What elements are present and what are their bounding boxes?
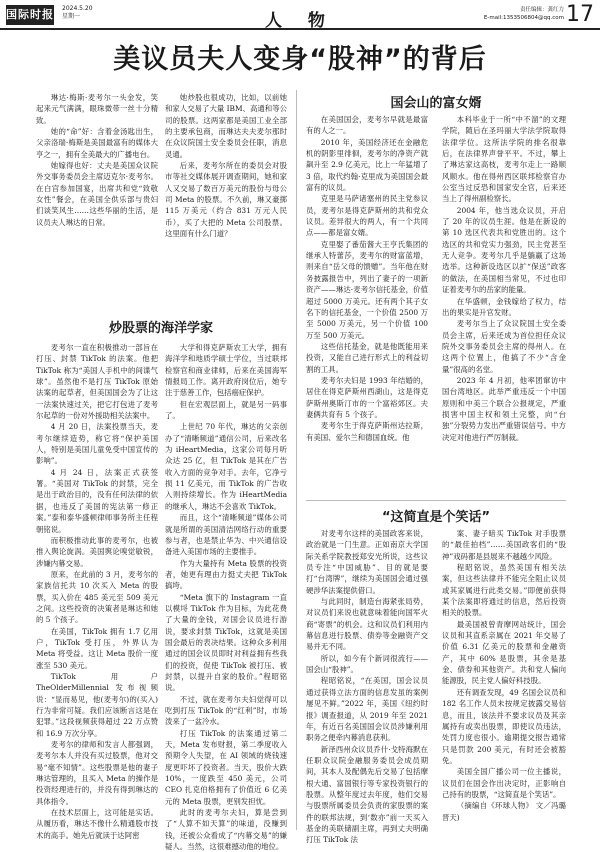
issue-date (62, 5, 93, 21)
column-3-bottom (306, 528, 428, 845)
paragraph: 4 月 24 日，法案正式获签署。“美国对 TikTok 的封禁，完全是出于政治目的，没有任何法律的依据，也违反了美国的宪法第一修正案。”泰和泰华盛顿律师事务所主任程朝铭说。 (36, 467, 158, 534)
column-2-body (165, 342, 287, 852)
paragraph: 4 月 20 日，法案投票当天，麦考尔继续造势，称它将“保护美国人，特别是美国儿童免受中国宣传的影响”。 (36, 422, 158, 466)
paragraph: 2023 年 4 月初，他率团窜访中国台湾地区。此举严重违反一个中国原则和中美三个联合公报规定，严重损害中国主权和领土完整，向“台独”分裂势力发出严重错误信号。中方决定对他进行严厉制裁。 (442, 375, 566, 442)
paragraph: 上世纪 70 年代，琳达的父亲创办了“清晰频道”通信公司，后来改名为 iHeartMedia，这家公司每月听众达 25 亿，但 TikTok 是其在广告收入方面的竞争对手。去年，它净亏损 11 亿美元，而 TikTok 的广告收入则持续增长。作为 iHeartMedia 的继承人，琳达不会喜欢 TikTok。 (165, 422, 287, 511)
paragraph: 琳达·梅斯·麦考尔一头金发，笑起来元气满满，眼珠微带一丝十分精致。 (36, 93, 158, 125)
section-divider (306, 500, 566, 501)
paragraph: 程昭铭说，“在美国，国会议员通过获得立法方面的信息发虽的案例屡见不鲜。”2022 年，美国《纽约时报》调查报道，从 2019 年至 2021 年，有近百名美国国会议员涉嫌利用职务之便牵内幕消息获利。 (306, 676, 428, 743)
email-text: E-mail:1353506804@qq.com (483, 15, 564, 21)
paragraph: 她嫁得也好：丈夫是美国众议院外交事务委员会主席迈克尔·麦考尔。在白宫参加国宴，出席共和党“致敬女性”餐会，在美国全供乐部与贵妇们谈笑风生……这些华丽的生活，是议员夫人琳达的日常。 (36, 161, 158, 227)
article-credit: （摘编自《环球人物》 文／冯璐 晋天) (442, 801, 566, 822)
paragraph: 在技术层面上，这可能是实话。从履历看，琳达不像什么精通股市技术的高手。她先后就读于达阿密 (36, 808, 158, 840)
subhead-joke-quote: “这简直是个笑话” (381, 510, 491, 525)
paragraph: 但在宏观层面上，就是另一码事了。 (165, 399, 287, 421)
paragraph: 对麦考尔这样的美国政客来说，政治就是一门生意。正如南京大学国际关系学院教授郑安光所说，这些议员专注“中国威胁”、目的就是要打“台湾牌”，继续为美国国会通过强硬涉华法案提供借口。 (306, 529, 428, 595)
paragraph: 美国全国广播公司一位主播说，议员们在国会作出决定时，正影响自己持有的股票，“这简直是个笑话”。 (442, 767, 566, 799)
paragraph: 2010 年，美国经济还在金融危机的阴影里徘徊，麦考尔的净资产就飙升至 2.9 亿美元，比上一年猛增了 3 倍，取代约翰·克里成为美国国会最富有的议员。 (306, 137, 428, 193)
paragraph: 还有调查发现，49 名国会议员和 182 名工作人员未按规定披露交易信息，而且，该法并不要求议员及其亲属持有或卖出股票，即使议员违法，处罚力度也很小。逾期提交报告通常只是罚款 200 美元，有时还会被豁免。 (442, 687, 566, 765)
article-title: 美议员夫人变身“股神”的背后 (113, 44, 487, 75)
paragraph: 案、妻子暗买 TikTok 对手股票的“最佳拍档”……美国政客们的“股神”戏码都是县展来不越越少风险。 (442, 529, 566, 561)
subhead-stock-oceanographer: 炒股票的海洋学家 (108, 321, 213, 336)
paragraph: 麦考尔生于得克萨斯州达拉斯，有美国、爱尔兰和德国血统。他 (306, 421, 428, 442)
date-text: 2024.5.20 (62, 5, 93, 12)
paragraph: 新泽西州众议员乔什·戈特海默在任职众议院金融服务委员会成员期间，其本人及配偶先后交易了包括摩根大通、富国银行等专家投资银行的股票。从整年度过去年度，他们交易与股票所属委员会负责的家股票的案件的联邦法规，到‘数亦”前一天买入基金的美联储副主席，再到丈夫明确打压 TikTok 法 (306, 744, 428, 845)
paragraph: 而积极推动此事的麦考尔，也被推入舆论旋涡。美国舆论嗅觉敏锐，涉嫌内幕交易。 (36, 535, 158, 568)
paragraph: 后来，麦考尔所在的委员会对股市等社交媒体展开调查期间，她和家人又交易了数百万美元的股份与母公司 Meta 的股票。不久前，琳又豪掷 115 万美元（约合 831 万元人民币），买了大把的 Meta 公司股票。这里面有什么门道？ (165, 161, 287, 239)
paragraph: 大学和得克萨斯农工大学，拥有海洋学和地质学硕士学位，当过联邦检察官和商业律师，后来在美国海军情报局工作。离开政府岗位后，她专注于慈善工作，包括癌症保护。 (165, 343, 287, 398)
paragraph: 她炒股也很成功，比如，以前她和家人交易了大量 IBM、高通和等公司的股票。这两家都是美国工业全部的主要承包商，而琳达夫夫麦尔那时在众议院国土安全委员会任职，消息灵通。 (165, 93, 287, 159)
paragraph: 她的“命”好：含着金汤匙出生，父亲洛瑞·梅斯是美国最富有的媒体大亨之一，拥有全美最大的广播电台。 (36, 127, 158, 159)
paragraph: 而且，这个“清晰频道”媒体公司就是所谓的美国清洁网络行动的重要参与者，也是禁止华为、中兴通信设备进入美国市场的主要推手。 (165, 513, 287, 557)
paragraph: 麦考尔一直在积极推动一部旨在打压、封禁 TikTok 的法案。他把 TikTok 称为“美国人手机中的间谍气球”。虽然他不是打压 TikTok 原始法案的起草者，但美国国会为了让这一法案快速过关，把它打包进了麦考尔起草的一份对外援助相关法案中。 (36, 343, 158, 421)
paragraph: 这些信托基金，就是他既能用来投资，又能自己进行形式上的利益切割的工具。 (306, 341, 428, 374)
paragraph: 本科毕业于一所“中不溜”的文理学院，随后在圣玛丽大学法学院取得法律学位。这所法学院的排名很靠后，在法律界声誉平平。不过，攀上了琳达家这高枝，麦考尔走上一路顺风顺水。他在得州西区联邦检察官办公室当过反恐和国家安全官，后来还当上了得州副检察长。 (442, 115, 566, 204)
newspaper-logo: 国际时报 (6, 5, 54, 25)
column-2-intro (165, 92, 287, 314)
paragraph: TikTok 用户 TheOlderMillennial 发布视频说：“显而易见，他(麦考尔)的(买入)行为非常可疑。我们应该断言这是在犯罪。”这段视频获得超过 22 万点赞和 16.9 万次分享。 (36, 671, 158, 738)
paragraph: 克里娶了番茄酱大王亨氏集团的继承人特蕾莎，麦考尔的财富蓝增，则来自“岳父母的馈赠”。当年他在财务披露报告中，列出了妻子的一项新资产——琳达·麦考尔信托基金，价值超过 5000 万美元。还有两个其子女名下的信托基金，一个价值 2500 万至 5000 万美元，另一个价值 100 万至 500 万美元。 (306, 239, 428, 340)
paragraph: 此时的麦考尔夫妇，算是尝到了“人算不如天算”的味道，没赚到钱，还被公众看成了“内幕交易”的嫌疑人。当然，这很难撼动他的地位。 (165, 808, 287, 852)
paragraph: 打压 TikTok 的法案通过第二天，Meta 发布财报，第二季度收入预期令人失望，在 AI 领域的烧钱速度更吓坏了投资者。当天，股价大跌 10%，一度跌至 450 美元，公司 CEO 扎克伯格拥有了价值近 6 亿美元的 Meta 股票，更别发担忧。 (165, 728, 287, 806)
column-divider (296, 90, 297, 830)
column-4-bottom (442, 528, 566, 830)
paragraph: 原来，在此前的 3 月，麦考尔的家族信托共 10 次买入 Meta 的股票，买入价在 485 美元至 509 美元之间。这些投资的决策者是琳达和她的 5 个孩子。 (36, 569, 158, 625)
paragraph: 麦考尔的律师和发言人都强调，麦考尔本人并没有买过股票，他对交易“毫不知情”。这些股票是他的妻子琳达管理的，且买入 Meta 的操作是投资经理进行的，并没有得到琳达的具体指令。 (36, 740, 158, 806)
paragraph: 2004 年，他当选众议员，开启了 20 年的议员生涯。他是在新设的第 10 选区代表共和党胜出的。这个选区的共和党实力强劲，民主党甚至无人竞争。麦考尔几乎是躺赢了这场选举。这种新设选区以扩“保送”政客的做法，在美国相当常见，不过也印证着麦考尔的岳家的能量。 (442, 205, 566, 295)
weekday-text: 星期一 (62, 13, 81, 20)
paragraph: 麦考尔夫妇是 1993 年结婚的，居住在得克萨斯州西湖山，这是得克萨斯州奥斯汀市的一个富裕郊区。夫妻俩共育有 5 个孩子。 (306, 375, 428, 419)
editor-text: 责任编辑：龚红力 (519, 7, 564, 13)
column-4-top (442, 114, 566, 498)
page-number: 17 (566, 2, 594, 27)
paragraph: 作为大量持有 Meta 股票的投资者，她更有理由力挺丈夫把 TikTok 搞垮。 (165, 558, 287, 591)
paragraph: 所以，如今有个新词很流行——国会山“股神”。 (306, 653, 428, 675)
paragraph: 不过，就在麦考尔夫妇觉得可以吃到打压 TikTok 的“红利”时，市场泼来了一盆冷水。 (165, 694, 287, 727)
paragraph: “Meta 旗下的 Instagram 一直以模埒 TikTok 作为目标，为此花费了大量的金钱，对国会议员进行游说，要求封禁 TikTok，这就是美国国会最后的表决结果。这种众多利用通过的国会议员即时对利益拥有些我们的投资，促使 TikTok 被打压、被封禁，以提升自家的股价。”程昭铭说。 (165, 592, 287, 693)
paragraph: 克里是马萨诸塞州的民主党参议员，麦考尔是得克萨斯州的共和党众议员。差异很大的两人，有一个共同点——都是富女婿。 (306, 194, 428, 238)
paragraph: 麦考尔当上了众议院国土安全委员会主席，后来还成为首位担任众议院外交事务委员会主席的得州人。在这两个位置上，他搞了不少“含金量”很高的名堂。 (442, 319, 566, 374)
paragraph: 程昭铭说，虽然美国有相关法案，但这些法律并不能完全阻止议员或其家属进行此类交易。”即便前获得某个法案即将通过的信息，然后投资相关的股票。 (442, 563, 566, 618)
column-1-intro (36, 92, 158, 314)
subhead-rich-son-in-law: 国会山的富女婿 (390, 96, 482, 111)
column-3-top (306, 114, 428, 498)
column-1-body (36, 342, 158, 840)
paragraph: 在美国国会，麦考尔早就是最富有的人之一。 (306, 115, 428, 136)
editor-info (484, 6, 564, 22)
paragraph: 在美国，TikTok 拥有 1.7 亿用户，TikTok 受打压，外界认为 Meta 将受益。这让 Meta 股价一度涨至 530 美元。 (36, 626, 158, 670)
paragraph: 在华盛顿，金钱嫁给了权力，结出的果实是升官发财。 (442, 296, 566, 317)
paragraph: 与此同时，制造台海紧张局势，对议员们来说也就意味着能向国军火商“寄票”的机会。这和议员们利用内幕信息进行股票、债券等金融资产交易并无不同。 (306, 597, 428, 652)
section-name: 人 物 (265, 11, 335, 31)
paragraph: 最美国被曾青摩网站统计，国会议员和其直系亲属在 2021 年交易了价值 6.31 亿美元的股票和金融资产，其中 60% 是股票，其余是基金、债券和其他资产。共和党人偏向能源股，民主党人偏好科技股。 (442, 619, 566, 686)
masthead (0, 0, 600, 30)
